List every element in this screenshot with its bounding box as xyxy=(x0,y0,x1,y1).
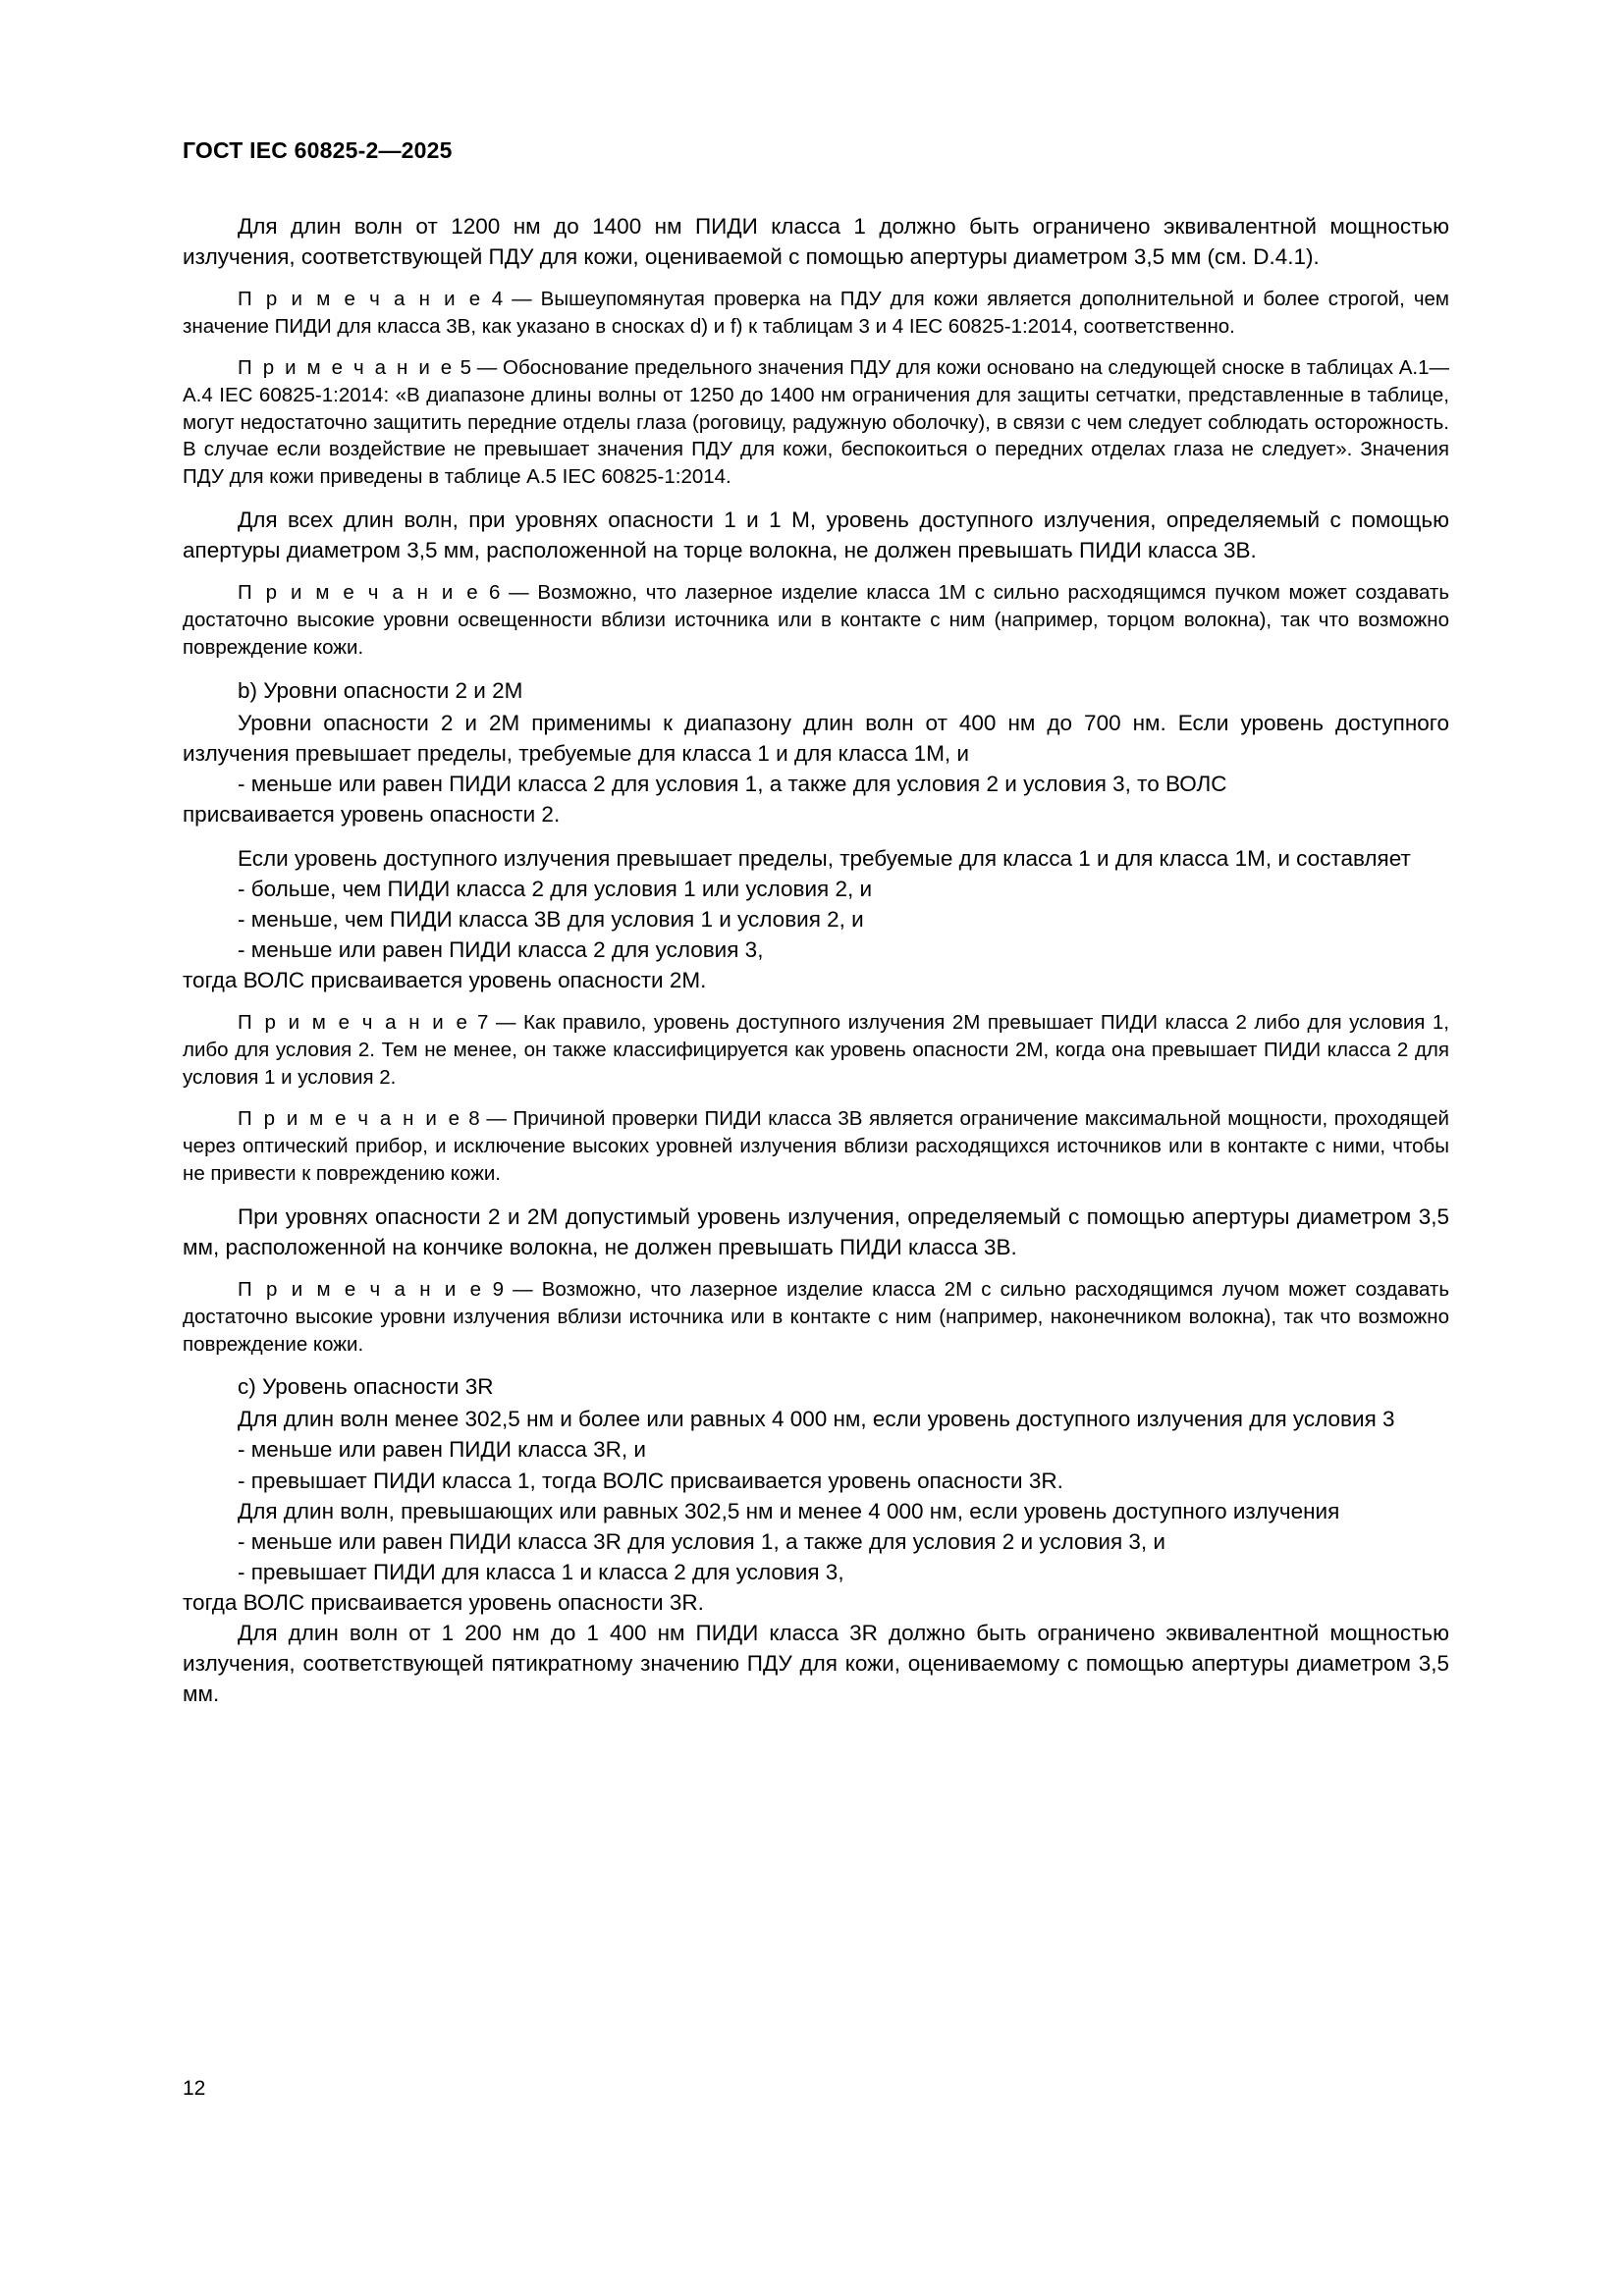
dash-item-7: - меньше или равен ПИДИ класса 3R для условия 1, а также для условия 2 и условия 3, и xyxy=(238,1528,1165,1554)
paragraph-3r-above-302: Для длин волн, превышающих или равных 302,5 нм и менее 4 000 нм, если уровень доступного излучения xyxy=(238,1498,1340,1523)
document-header: ГОСТ IEC 60825-2—2025 xyxy=(183,137,453,163)
note-6-label: П р и м е ч а н и е xyxy=(238,581,481,605)
paragraph-levels-2-2m-aperture: При уровнях опасности 2 и 2М допустимый уровень излучения, определяемый с помощью апертуры диаметром 3,5 мм, расположенной на кончике волокна, не должен превышать ПИДИ класса 3В. xyxy=(183,1203,1449,1259)
note-6-text: 6 — Возможно, что лазерное изделие класса 1М с сильно расходящимся пучком может создавать достаточно высокие уровни освещенности вблизи источника или в контакте с ним (например, торцом волокна), так что возможно повреждение кожи. xyxy=(183,581,1449,660)
page-number: 12 xyxy=(183,2077,206,2100)
dash-item-6: - превышает ПИДИ класса 1, тогда ВОЛС присваивается уровень опасности 3R. xyxy=(238,1468,1063,1493)
list-item-b: b) Уровни опасности 2 и 2М xyxy=(238,677,523,703)
dash-item-8-continuation: тогда ВОЛС присваивается уровень опасности 3R. xyxy=(183,1589,704,1615)
note-8-label: П р и м е ч а н и е xyxy=(238,1107,462,1131)
dash-item-4: - меньше или равен ПИДИ класса 2 для условия 3, xyxy=(238,937,764,963)
note-7 xyxy=(183,1009,1449,1092)
dash-item-2: - больше, чем ПИДИ класса 2 для условия 1 или условия 2, и xyxy=(238,877,873,902)
dash-item-4-continuation: тогда ВОЛС присваивается уровень опасности 2М. xyxy=(183,968,707,993)
dash-item-8: - превышает ПИДИ для класса 1 и класса 2 для условия 3, xyxy=(238,1559,844,1584)
paragraph-if-exceeds: Если уровень доступного излучения превышает пределы, требуемые для класса 1 и для класса 1М, и составляет xyxy=(238,846,1411,872)
page-content xyxy=(183,137,1449,1723)
dash-item-5: - меньше или равен ПИДИ класса 3R, и xyxy=(238,1437,646,1463)
note-9-label: П р и м е ч а н и е xyxy=(238,1277,484,1301)
dash-item-1-continuation: присваивается уровень опасности 2. xyxy=(183,802,561,828)
note-5-text: 5 — Обоснование предельного значения ПДУ для кожи основано на следующей сноске в таблицах А.1—А.4 IEC 60825-1:2014: «В диапазоне длины волны от 1250 до 1400 нм ограничения для защиты сетчатки, представленные в таблице, могут недостаточно защитить передние отделы глаза (роговицу, радужную оболочку), в связи с чем следует соблюдать осторожность. В случае если воздействие не превышает значения ПДУ для кожи, беспокоиться о передних отделах глаза не следует». Значения ПДУ для кожи приведены в таблице А.5 IEC 60825-1:2014. xyxy=(183,355,1450,489)
note-6 xyxy=(183,579,1449,662)
note-9 xyxy=(183,1276,1449,1359)
note-8 xyxy=(183,1105,1449,1188)
note-5-label: П р и м е ч а н и е xyxy=(238,355,455,379)
note-4 xyxy=(183,286,1449,341)
note-9-text: 9 — Возможно, что лазерное изделие класса 2М с сильно расходящимся лучом может создавать достаточно высокие уровни излучения вблизи источника или в контакте с ним (например, наконечником волокна), так что возможно повреждение кожи. xyxy=(183,1277,1449,1356)
paragraph-levels-2-2m: Уровни опасности 2 и 2М применимы к диапазону длин волн от 400 нм до 700 нм. Если уровень доступного излучения превышает пределы, требуемые для класса 1 и для класса 1М, и xyxy=(183,710,1449,767)
paragraph-3r-1200-1400: Для длин волн от 1 200 нм до 1 400 нм ПИДИ класса 3R должно быть ограничено эквивалентной мощностью излучения, соответствующей пятикратному значению ПДУ для кожи, оцениваемому с помощью апертуры диаметром 3,5 мм. xyxy=(183,1620,1449,1706)
note-4-text: 4 — Вышеупомянутая проверка на ПДУ для кожи является дополнительной и более строгой, чем значение ПИДИ для класса 3В, как указано в сносках d) и f) к таблицам 3 и 4 IEC 60825-1:2014, соответственно. xyxy=(183,288,1450,338)
paragraph-class1-1200-1400: Для длин волн от 1200 нм до 1400 нм ПИДИ класса 1 должно быть ограничено эквивалентной мощностью излучения, соответствующей ПДУ для кожи, оцениваемой с помощью апертуры диаметром 3,5 мм (см. D.4.1). xyxy=(183,214,1449,270)
note-8-text: 8 — Причиной проверки ПИДИ класса 3В является ограничение максимальной мощности, проходящей через оптический прибор, и исключение высоких уровней излучения вблизи расходящихся источников или в контакте с ними, чтобы не привести к повреждению кожи. xyxy=(183,1107,1449,1185)
paragraph-3r-below-302: Для длин волн менее 302,5 нм и более или равных 4 000 нм, если уровень доступного излучения для условия 3 xyxy=(238,1407,1395,1432)
note-5 xyxy=(183,354,1449,491)
note-7-text: 7 — Как правило, уровень доступного излучения 2М превышает ПИДИ класса 2 либо для условия 1, либо для условия 2. Тем не менее, он также классифицируется как уровень опасности 2М, когда она превышает ПИДИ класса 2 для условия 1 и условия 2. xyxy=(183,1011,1449,1090)
dash-item-1: - меньше или равен ПИДИ класса 2 для условия 1, а также для условия 2 и условия 3, то ВОЛС xyxy=(238,772,1227,797)
note-7-label: П р и м е ч а н и е xyxy=(238,1011,470,1035)
note-4-label: П р и м е ч а н и е xyxy=(238,288,483,311)
dash-item-3: - меньше, чем ПИДИ класса 3В для условия 1 и условия 2, и xyxy=(238,907,864,933)
paragraph-all-wavelengths: Для всех длин волн, при уровнях опасности 1 и 1 М, уровень доступного излучения, определяемый с помощью апертуры диаметром 3,5 мм, расположенной на торце волокна, не должен превышать ПИДИ класса 3В. xyxy=(183,507,1449,563)
list-item-c: c) Уровень опасности 3R xyxy=(238,1374,494,1400)
